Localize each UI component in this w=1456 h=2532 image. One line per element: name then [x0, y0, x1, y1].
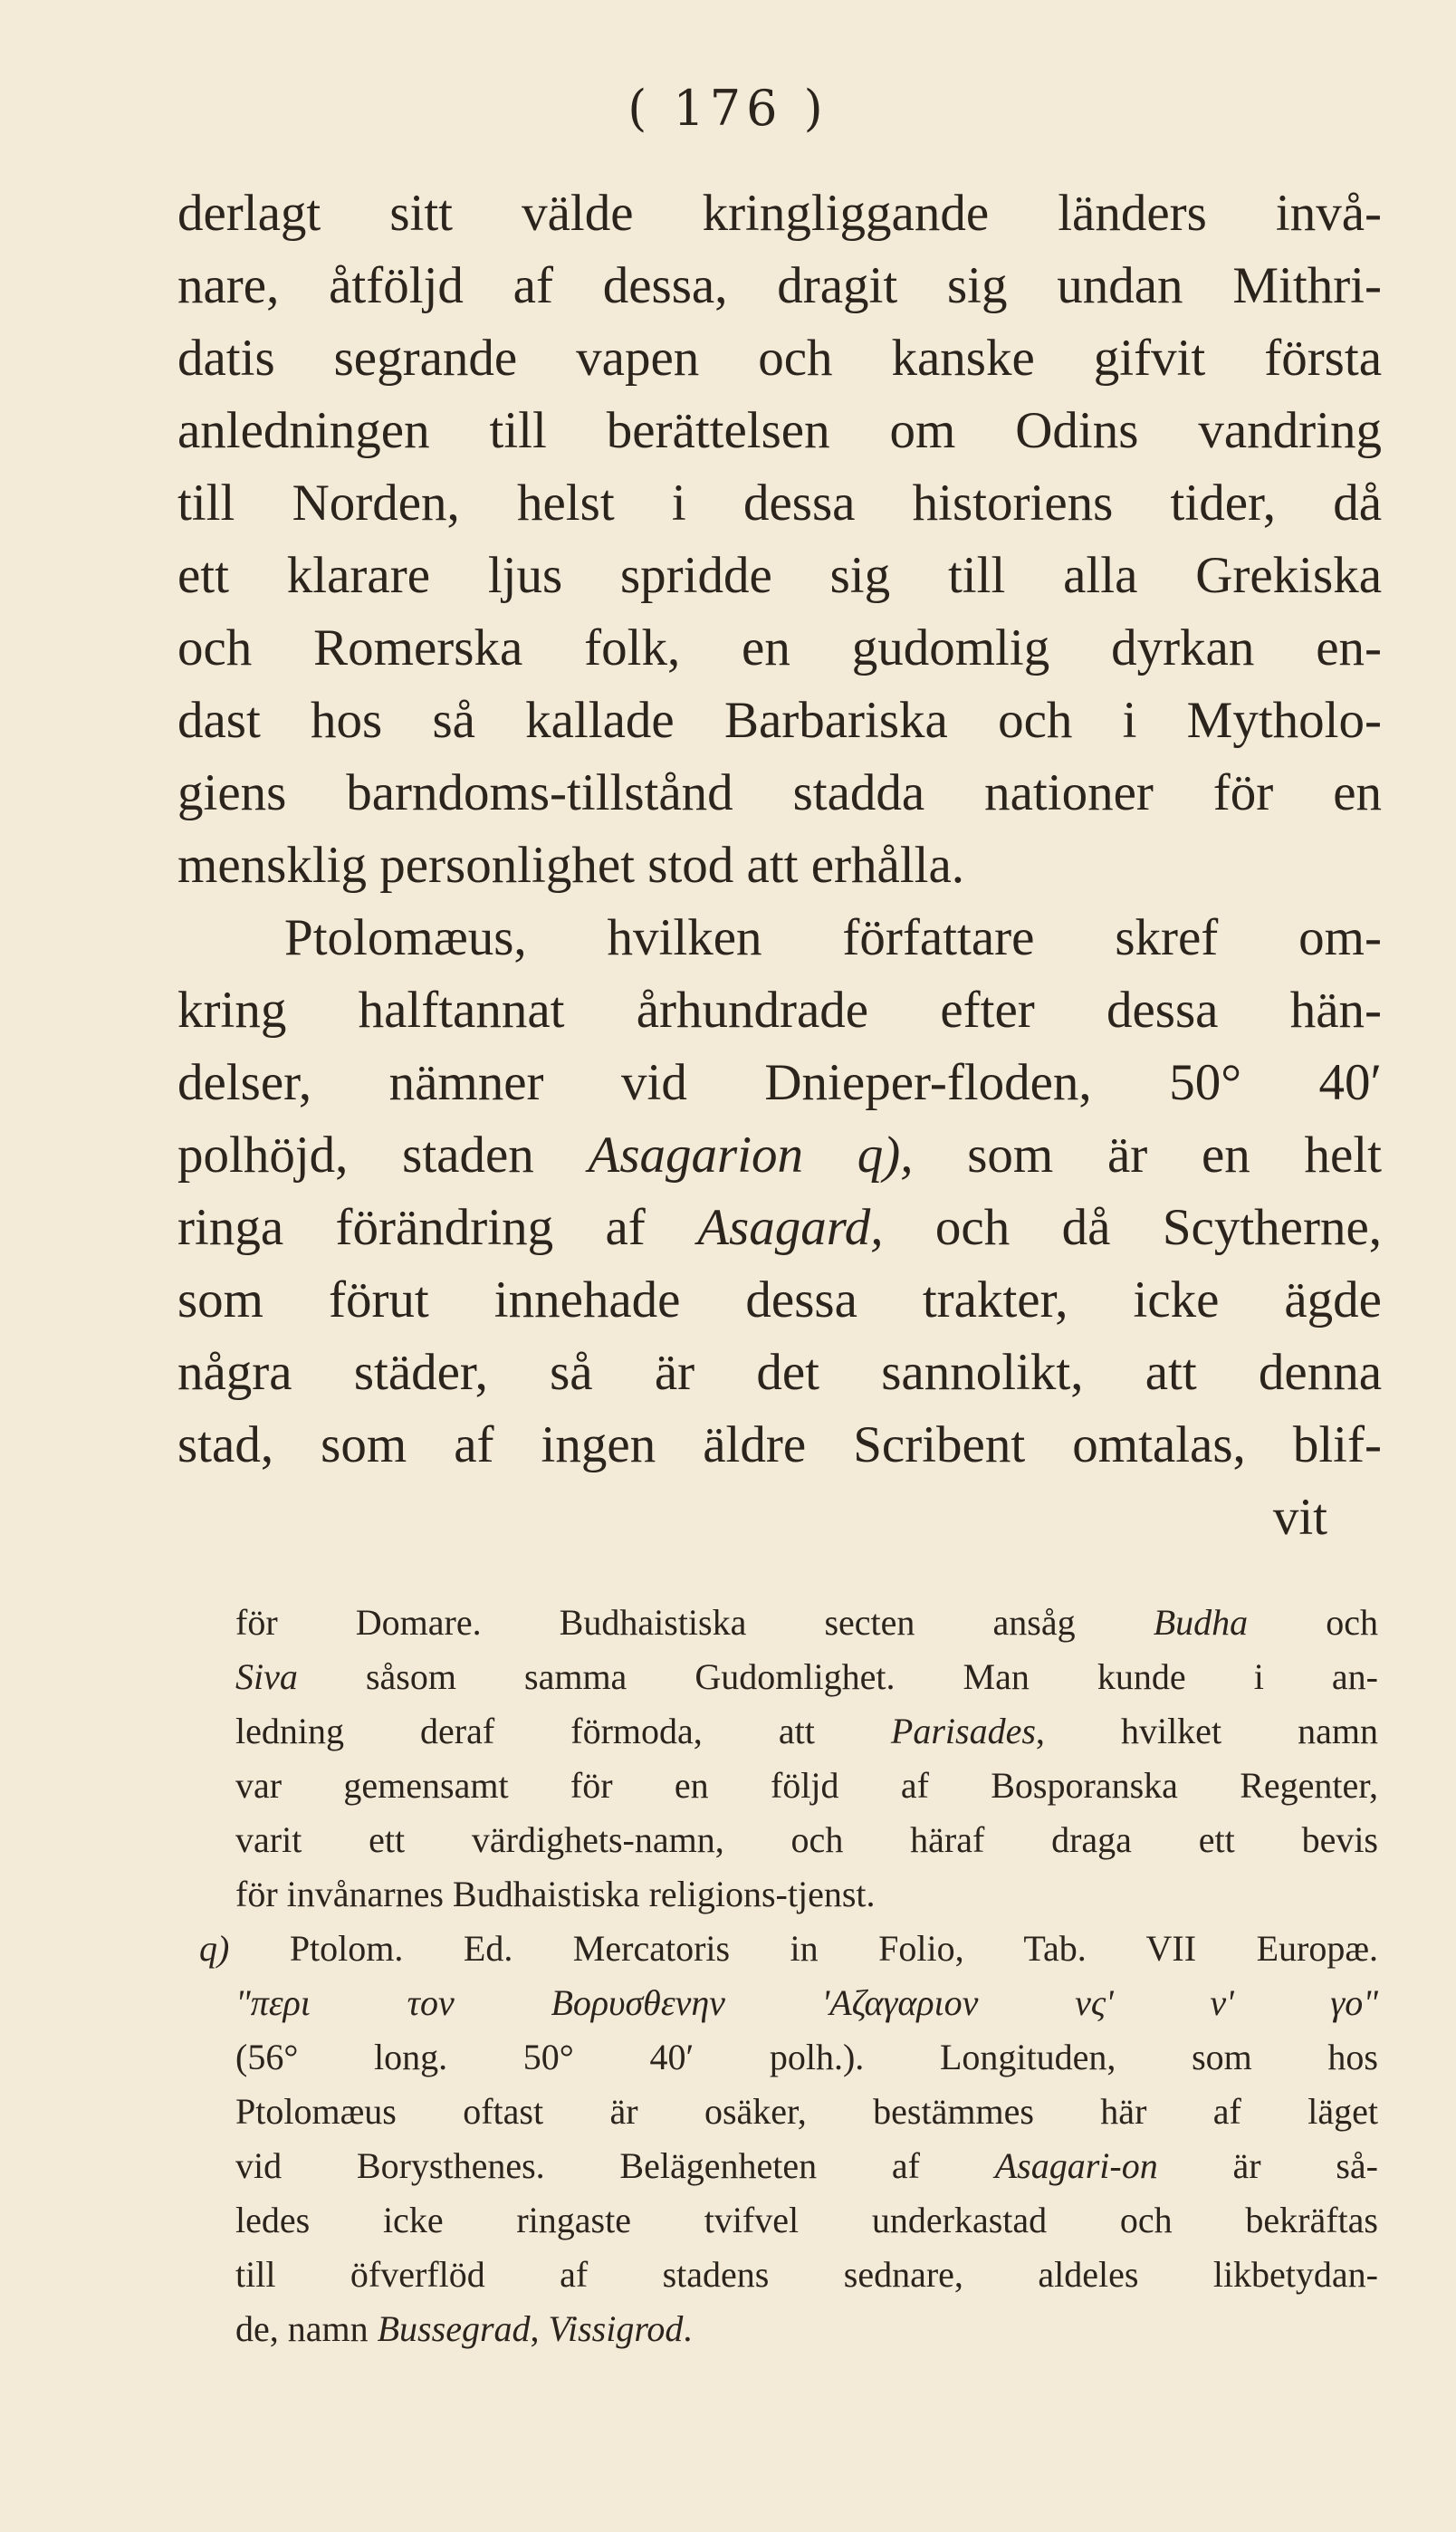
text-segment: för Domare. Budhaistiska secten ansåg: [235, 1602, 1154, 1643]
text-line: [177, 1119, 1382, 1192]
footnote-line: (56° long. 50° 40′ polh.). Longituden, som hos: [235, 2037, 1378, 2077]
text-segment: ledning deraf förmoda, att: [235, 1711, 891, 1751]
footnote-line: var gemensamt för en följd af Bosporanska Regenter,: [235, 1765, 1378, 1806]
text-segment: och då Scytherne,: [883, 1199, 1383, 1256]
text-line: delser, nämner vid Dnieper-floden, 50° 40′: [177, 1054, 1382, 1111]
text-line: ett klarare ljus spridde sig till alla Grekiska: [177, 547, 1382, 604]
text-segment: .: [683, 2308, 693, 2349]
text-line: mensklig personlighet stod att erhålla.: [177, 837, 965, 894]
place-name-vissigrod: Vissigrod: [548, 2308, 684, 2349]
place-name-bussegrad: Bussegrad: [377, 2308, 531, 2349]
text-segment: är så-: [1157, 2145, 1379, 2186]
footnote-line: [181, 1650, 1378, 1704]
text-segment: Ptolom. Ed. Mercatoris in Folio, Tab. VII Europæ.: [229, 1928, 1378, 1969]
text-line: giens barndoms-tillstånd stadda nationer för en: [177, 764, 1382, 821]
text-segment: och: [1248, 1602, 1378, 1643]
footnote-line: [181, 1704, 1378, 1759]
place-name-asagari-on: Asagari-on: [994, 2145, 1158, 2186]
name-budha: Budha: [1153, 1602, 1249, 1643]
text-line: till Norden, helst i dessa historiens tider, då: [177, 475, 1382, 532]
text-line: dast hos så kallade Barbariska och i Mytholo-: [177, 692, 1382, 749]
place-name-asagard: Asagard,: [697, 1199, 884, 1256]
text-segment: polhöjd, staden: [177, 1127, 589, 1184]
text-segment: såsom samma Gudomlighet. Man kunde i an-: [297, 1656, 1378, 1697]
text-segment: de, namn: [235, 2308, 378, 2349]
text-segment: , hvilket namn: [1035, 1711, 1378, 1751]
page-number: ( 176 ): [627, 80, 829, 137]
paragraph-start-line: Ptolomæus, hvilken författare skref om-: [284, 909, 1382, 966]
footnotes: [181, 1596, 1378, 2356]
place-name-asagarion: Asagarion q),: [588, 1127, 914, 1184]
footnote-q-line: [181, 1922, 1378, 1976]
text-line: derlagt sitt välde kringliggande länders invå-: [177, 185, 1382, 242]
footnote-line: [181, 2302, 1378, 2356]
footnote-line: för invånarnes Budhaistiska religions-tjenst.: [235, 1874, 876, 1914]
footnote-line: varit ett värdighets-namn, och häraf draga ett bevis: [235, 1819, 1378, 1860]
name-parisades: Parisades: [890, 1711, 1036, 1751]
text-segment: ,: [530, 2308, 549, 2349]
text-line: kring halftannat århundrade efter dessa hän-: [177, 982, 1382, 1039]
text-line: anledningen till berättelsen om Odins vandring: [177, 402, 1382, 459]
footnote-marker: q): [199, 1928, 230, 1969]
text-line: och Romerska folk, en gudomlig dyrkan en-: [177, 619, 1382, 676]
main-text: [177, 177, 1382, 1554]
catchword: vit: [1272, 1489, 1327, 1546]
text-line: några städer, så är det sannolikt, att denna: [177, 1344, 1382, 1401]
text-line: stad, som af ingen äldre Scribent omtalas, blif-: [177, 1416, 1382, 1473]
text-segment: vid Borysthenes. Belägenheten af: [235, 2145, 995, 2186]
footnote-line: [181, 1596, 1378, 1650]
text-line: nare, åtföljd af dessa, dragit sig undan Mithri-: [177, 257, 1382, 314]
text-segment: som är en helt: [913, 1127, 1382, 1184]
text-line: [177, 1192, 1382, 1264]
footnote-line: Ptolomæus oftast är osäker, bestämmes här af läget: [235, 2091, 1378, 2132]
greek-quote: "περι τον Βορυσθενην 'Αζαγαριον νς' ν' γο": [235, 1982, 1378, 2023]
name-siva: Siva: [235, 1656, 298, 1697]
text-line: som förut innehade dessa trakter, icke ägde: [177, 1271, 1382, 1328]
text-line: datis segrande vapen och kanske gifvit första: [177, 330, 1382, 387]
footnote-line: ledes icke ringaste tvifvel underkastad och bekräftas: [235, 2200, 1378, 2240]
footnote-line: [181, 2139, 1378, 2193]
footnote-line: till öfverflöd af stadens sednare, aldeles likbetydan-: [235, 2254, 1378, 2295]
text-segment: ringa förändring af: [177, 1199, 698, 1256]
